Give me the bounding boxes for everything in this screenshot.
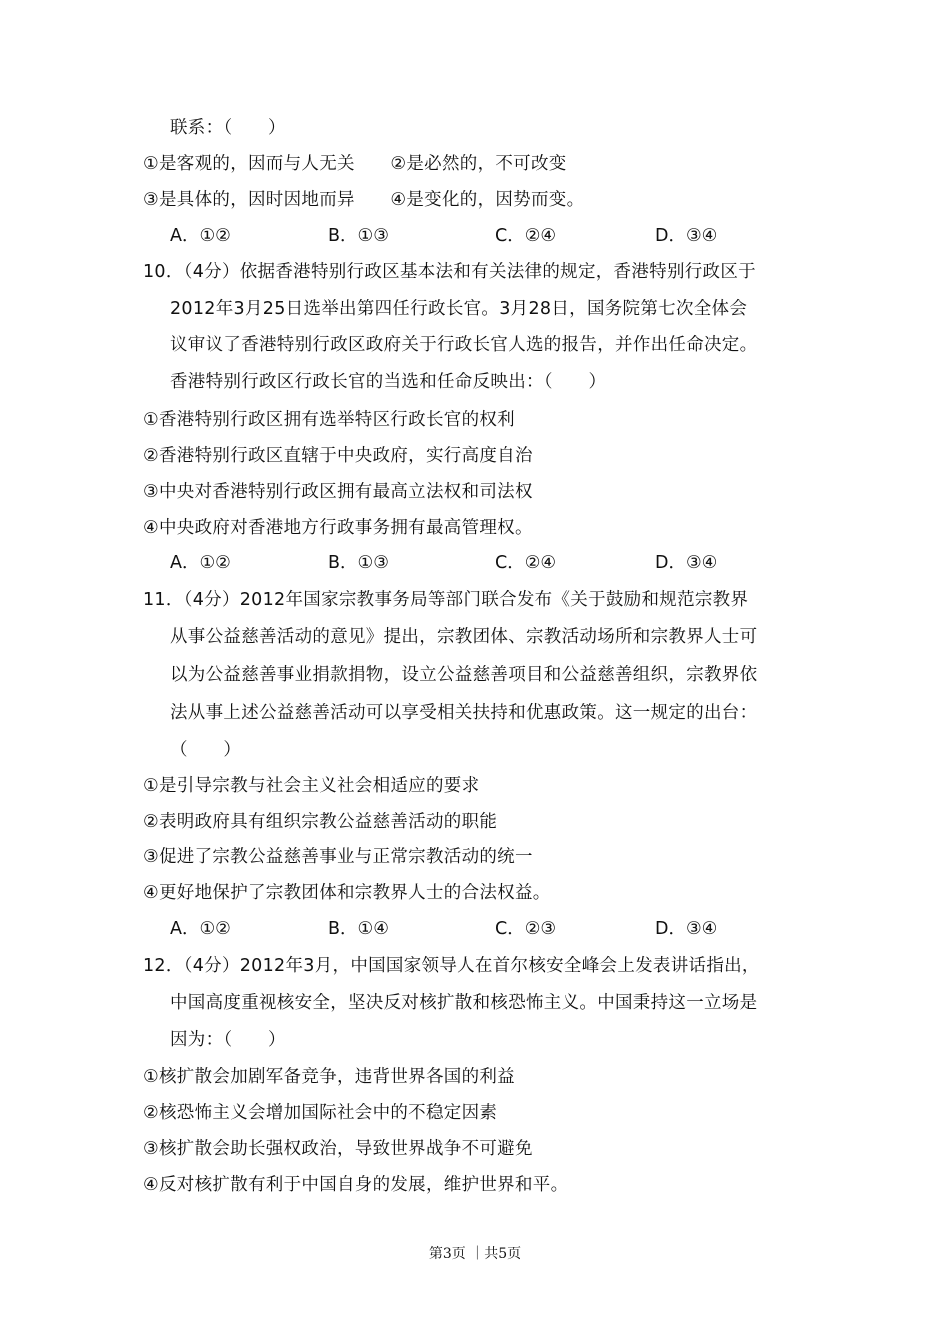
answer-option: A．①② xyxy=(170,226,231,246)
text-line: 从事公益慈善活动的意见》提出，宗教团体、宗教活动场所和宗教界人士可 xyxy=(170,627,758,647)
text-line: 中国高度重视核安全，坚决反对核扩散和核恐怖主义。中国秉持这一立场是 xyxy=(170,993,758,1013)
answer-option: B．①③ xyxy=(328,553,389,573)
page-footer: 第3页 ｜共5页 xyxy=(428,1246,522,1262)
text-line: ①是客观的，因而与人无关 ②是必然的，不可改变 xyxy=(143,154,567,174)
answer-option: C．②③ xyxy=(495,919,557,939)
text-line: 以为公益慈善事业捐款捐物，设立公益慈善项目和公益慈善组织，宗教界依 xyxy=(170,665,758,685)
text-line: ②香港特别行政区直辖于中央政府，实行高度自治 xyxy=(143,446,533,466)
text-line: ③中央对香港特别行政区拥有最高立法权和司法权 xyxy=(143,482,533,502)
text-line: ③核扩散会助长强权政治，导致世界战争不可避免 xyxy=(143,1139,533,1159)
text-line: 12．（4分）2012年3月，中国国家领导人在首尔核安全峰会上发表讲话指出， xyxy=(143,956,760,976)
text-line: ④更好地保护了宗教团体和宗教界人士的合法权益。 xyxy=(143,883,551,903)
answer-option: C．②④ xyxy=(495,226,557,246)
answer-option: A．①② xyxy=(170,553,231,573)
text-line: ①核扩散会加剧军备竞争，违背世界各国的利益 xyxy=(143,1067,515,1087)
text-line: ①是引导宗教与社会主义社会相适应的要求 xyxy=(143,776,480,796)
text-line: 11．（4分）2012年国家宗教事务局等部门联合发布《关于鼓励和规范宗教界 xyxy=(143,590,749,610)
text-line: ④中央政府对香港地方行政事务拥有最高管理权。 xyxy=(143,518,533,538)
text-line: ③促进了宗教公益慈善事业与正常宗教活动的统一 xyxy=(143,847,533,867)
text-line: 因为：（ ） xyxy=(170,1030,286,1050)
answer-option: C．②④ xyxy=(495,553,557,573)
text-line: 香港特别行政区行政长官的当选和任命反映出：（ ） xyxy=(170,372,607,392)
text-line: 议审议了香港特别行政区政府关于行政长官人选的报告，并作出任命决定。 xyxy=(170,335,758,355)
text-line: 10．（4分）依据香港特别行政区基本法和有关法律的规定，香港特别行政区于 xyxy=(143,262,756,282)
text-line: ④反对核扩散有利于中国自身的发展，维护世界和平。 xyxy=(143,1175,569,1195)
text-line: （ ） xyxy=(170,740,242,760)
answer-option: D．③④ xyxy=(655,553,718,573)
answer-option: A．①② xyxy=(170,919,231,939)
text-line: ①香港特别行政区拥有选举特区行政长官的权利 xyxy=(143,410,515,430)
text-line: 2012年3月25日选举出第四任行政长官。3月28日，国务院第七次全体会 xyxy=(170,299,748,319)
text-line: 法从事上述公益慈善活动可以享受相关扶持和优惠政策。这一规定的出台： xyxy=(170,703,758,723)
answer-option: B．①④ xyxy=(328,919,389,939)
answer-option: B．①③ xyxy=(328,226,389,246)
text-line: 联系：（ ） xyxy=(170,118,286,138)
text-line: ③是具体的，因时因地而异 ④是变化的，因势而变。 xyxy=(143,190,585,210)
text-line: ②表明政府具有组织宗教公益慈善活动的职能 xyxy=(143,812,498,832)
answer-option: D．③④ xyxy=(655,226,718,246)
answer-option: D．③④ xyxy=(655,919,718,939)
text-line: ②核恐怖主义会增加国际社会中的不稳定因素 xyxy=(143,1103,498,1123)
